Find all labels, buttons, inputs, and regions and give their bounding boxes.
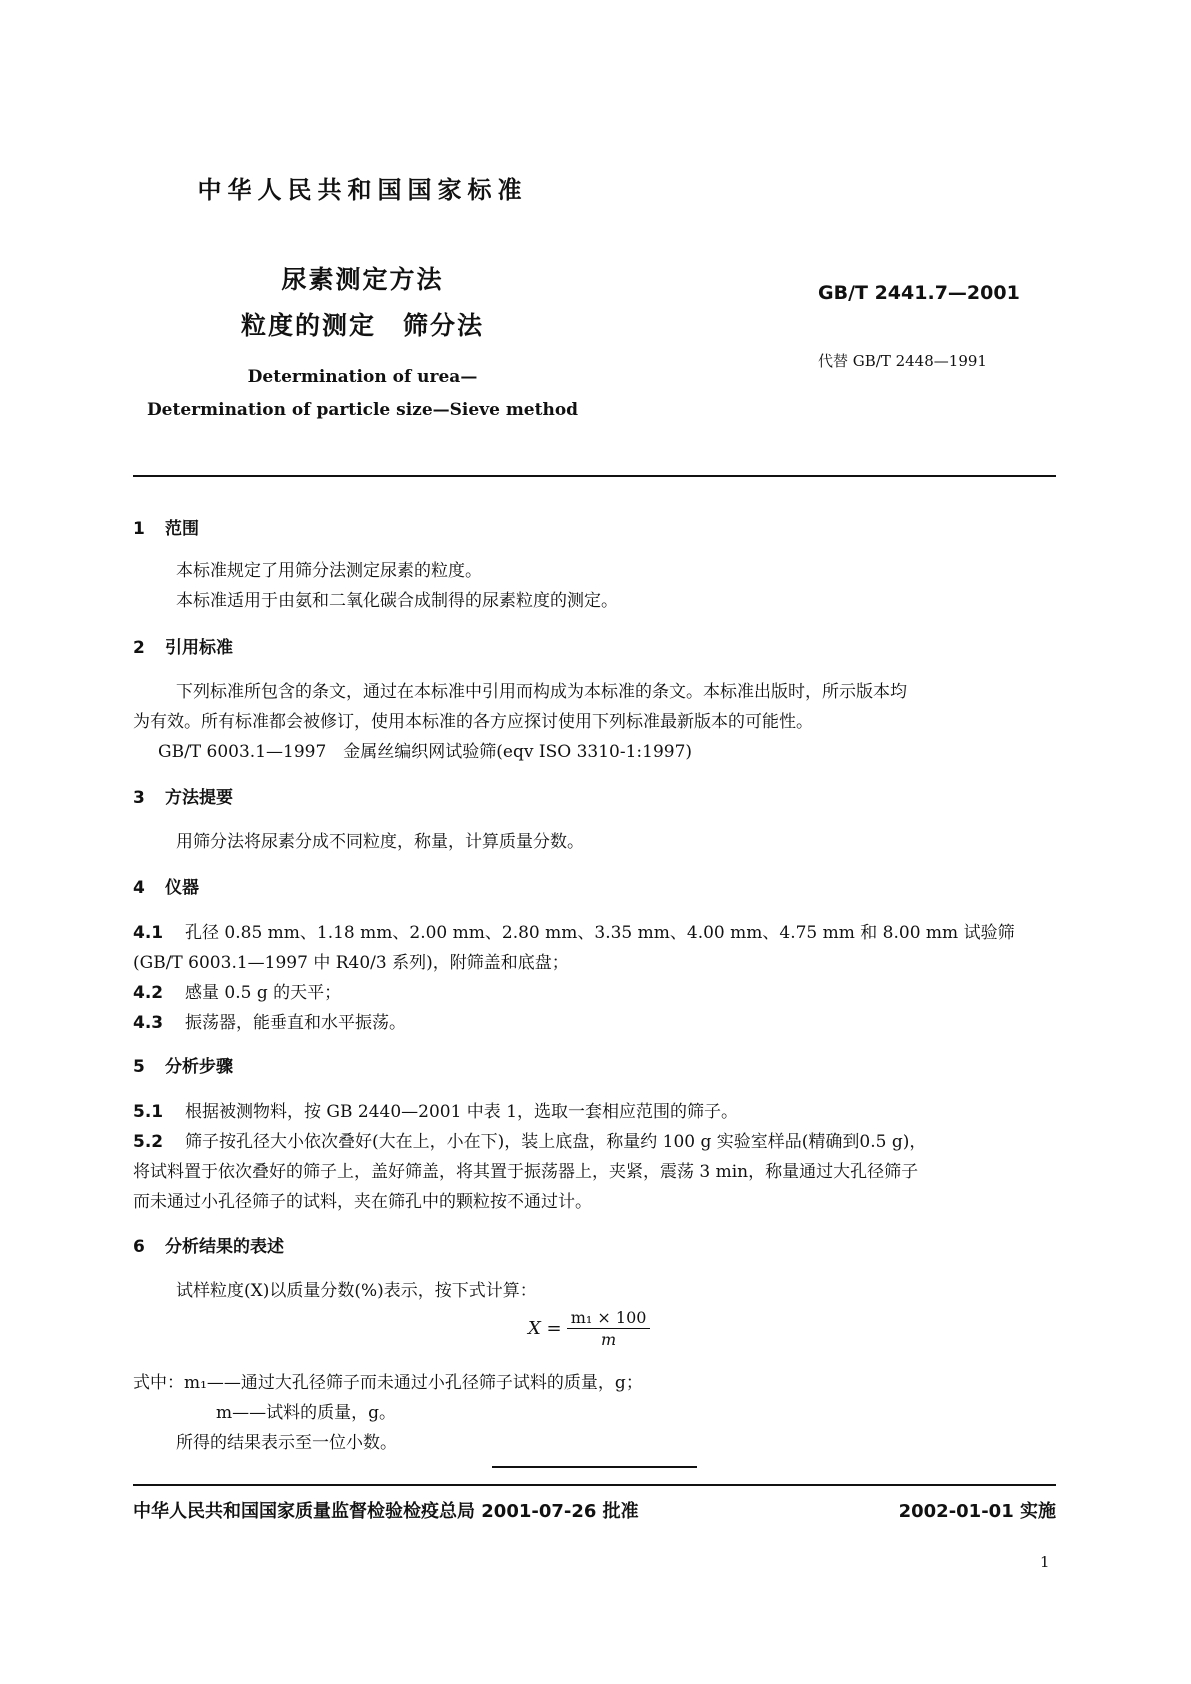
section-title: 分析步骤 — [165, 1057, 233, 1077]
clause-number: 4.1 — [133, 923, 164, 943]
header-divider — [133, 475, 1056, 477]
footer-divider — [133, 1484, 1056, 1486]
section-title: 分析结果的表述 — [165, 1237, 284, 1257]
formula-where-line1: 式中：m₁——通过大孔径筛子而未通过小孔径筛子试料的质量，g； — [133, 1373, 643, 1393]
formula-numerator: m₁ × 100 — [567, 1308, 651, 1329]
section-5-heading — [133, 1052, 233, 1077]
title-cn-line1: 尿素测定方法 — [281, 265, 444, 294]
standard-number: GB/T 2441.7—2001 — [818, 282, 1020, 304]
section-title: 范围 — [165, 519, 199, 539]
section-1-heading — [133, 514, 199, 539]
section-2-para-line2: 为有效。所有标准都会被修订，使用本标准的各方应探讨使用下列标准最新版本的可能性。 — [133, 712, 813, 732]
clause-number: 5.1 — [133, 1102, 164, 1122]
title-cn-line2: 粒度的测定 筛分法 — [240, 311, 484, 340]
section-6-para: 试样粒度(X)以质量分数(%)表示，按下式计算： — [176, 1281, 537, 1301]
replaces-standard: 代替 GB/T 2448—1991 — [818, 352, 987, 370]
section-number: 1 — [133, 519, 145, 539]
end-of-text-rule — [492, 1466, 697, 1468]
clause-text: 振荡器，能垂直和水平振荡。 — [185, 1013, 406, 1033]
formula — [528, 1308, 650, 1349]
section-number: 4 — [133, 878, 145, 898]
section-2-para-line1: 下列标准所包含的条文，通过在本标准中引用而构成为本标准的条文。本标准出版时，所示版本均 — [176, 682, 907, 702]
title-en-line2: Determination of particle size—Sieve method — [146, 400, 579, 420]
section-3-para: 用筛分法将尿素分成不同粒度，称量，计算质量分数。 — [176, 832, 584, 852]
section-6-heading — [133, 1232, 284, 1257]
clause-5-2-line3: 而未通过小孔径筛子的试料，夹在筛孔中的颗粒按不通过计。 — [133, 1192, 592, 1212]
section-number: 5 — [133, 1057, 145, 1077]
section-title: 方法提要 — [165, 788, 233, 808]
formula-denominator: m — [600, 1330, 617, 1349]
section-1-para-1: 本标准规定了用筛分法测定尿素的粒度。 — [176, 561, 482, 581]
clause-text: 孔径 0.85 mm、1.18 mm、2.00 mm、2.80 mm、3.35 mm、4.00 mm、4.75 mm 和 8.00 mm 试验筛 — [185, 923, 1015, 943]
clause-number: 4.2 — [133, 983, 164, 1003]
section-number: 6 — [133, 1237, 145, 1257]
approval-line: 中华人民共和国国家质量监督检验检疫总局 2001-07-26 批准 — [133, 1501, 639, 1522]
clause-4-3 — [133, 1008, 406, 1033]
clause-4-2 — [133, 978, 341, 1003]
section-number: 3 — [133, 788, 145, 808]
clause-5-2-line2: 将试料置于依次叠好的筛子上，盖好筛盖，将其置于振荡器上，夹紧，震荡 3 min，称量通过大孔径筛子 — [133, 1162, 919, 1182]
clause-text: 筛子按孔径大小依次叠好(大在上，小在下)，装上底盘，称量约 100 g 实验室样品(精确到0.5 g)， — [185, 1132, 927, 1152]
title-en-line1: Determination of urea— — [247, 367, 478, 387]
org-title: 中华人民共和国国家标准 — [197, 176, 528, 204]
clause-text: 感量 0.5 g 的天平； — [185, 983, 342, 1003]
clause-number: 5.2 — [133, 1132, 164, 1152]
clause-5-1 — [133, 1097, 738, 1122]
clause-4-1-line2: (GB/T 6003.1—1997 中 R40/3 系列)，附筛盖和底盘； — [133, 953, 569, 973]
clause-text: 根据被测物料，按 GB 2440—2001 中表 1，选取一套相应范围的筛子。 — [185, 1102, 739, 1122]
section-2-reference: GB/T 6003.1—1997 金属丝编织网试验筛(eqv ISO 3310-1:1997) — [158, 742, 693, 762]
page-number: 1 — [1040, 1553, 1050, 1571]
section-1-para-2: 本标准适用于由氨和二氧化碳合成制得的尿素粒度的测定。 — [176, 591, 618, 611]
clause-5-2 — [133, 1127, 926, 1152]
formula-where-line2: m——试料的质量，g。 — [216, 1403, 397, 1423]
section-2-heading — [133, 633, 233, 658]
effective-date: 2002-01-01 实施 — [898, 1501, 1056, 1522]
clause-4-1 — [133, 918, 1015, 943]
section-title: 仪器 — [165, 878, 199, 898]
section-6-closing: 所得的结果表示至一位小数。 — [176, 1433, 397, 1453]
section-title: 引用标准 — [165, 638, 233, 658]
formula-fraction — [567, 1308, 651, 1349]
section-3-heading — [133, 783, 233, 808]
formula-lhs: X = — [528, 1318, 562, 1339]
section-4-heading — [133, 873, 199, 898]
clause-number: 4.3 — [133, 1013, 164, 1033]
section-number: 2 — [133, 638, 145, 658]
